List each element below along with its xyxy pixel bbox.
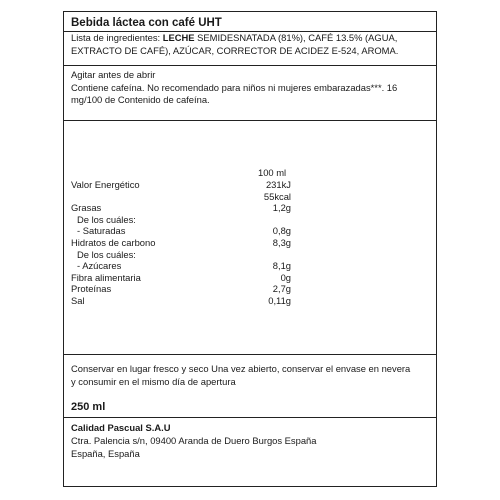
- nutrition-row: [71, 225, 291, 237]
- nutrient-label: Valor Energético: [71, 179, 140, 190]
- net-volume: 250 ml: [71, 401, 106, 413]
- nutrition-row: [71, 295, 291, 307]
- nutrition-row: [71, 260, 291, 272]
- divider: [64, 417, 436, 418]
- nutrient-value: 231kJ: [265, 179, 291, 190]
- ingredients-line-1: [71, 32, 430, 45]
- ingredients-text: SEMIDESNATADA (81%), CAFÉ 13.5% (AGUA,: [197, 32, 398, 43]
- company-address: Ctra. Palencia s/n, 09400 Aranda de Duero Burgos España: [71, 435, 317, 446]
- allergen-highlight: LECHE: [162, 32, 195, 43]
- ingredients-line-2: EXTRACTO DE CAFÉ), AZÚCAR, CORRECTOR DE ACIDEZ E-524, AROMA.: [71, 45, 399, 56]
- nutrient-value: 0,11g: [268, 295, 291, 306]
- divider: [64, 354, 436, 355]
- nutrient-label: Sal: [71, 295, 85, 306]
- company-country: España, España: [71, 448, 140, 459]
- nutrient-label: - Azúcares: [77, 260, 122, 272]
- nutrition-row: [71, 272, 291, 284]
- storage-line-2: y consumir en el mismo día de apertura: [71, 376, 236, 387]
- nutrient-value: 8,3g: [272, 237, 291, 248]
- nutrient-label: De los cuáles:: [77, 248, 136, 260]
- nutrient-label: Grasas: [71, 202, 102, 214]
- nutrition-per-header: 100 ml: [258, 167, 287, 178]
- divider: [64, 120, 436, 121]
- instructions: Agitar antes de abrir: [71, 69, 156, 80]
- nutrient-label: Proteínas: [71, 283, 112, 295]
- nutrient-label: Fibra alimentaria: [71, 271, 141, 283]
- nutrient-value: 8,1g: [272, 260, 291, 272]
- nutrition-row: [71, 191, 291, 203]
- ingredients-label: Lista de ingredientes:: [71, 32, 161, 43]
- nutrition-row: [71, 202, 291, 214]
- company-name: Calidad Pascual S.A.U: [71, 422, 171, 433]
- product-title: Bebida láctea con café UHT: [71, 17, 222, 29]
- nutrition-row: [71, 283, 291, 295]
- nutrition-row: [71, 214, 291, 226]
- label-frame: [63, 11, 437, 487]
- storage-line-1: Conservar en lugar fresco y seco Una vez abierto, conservar el envase en nevera: [71, 363, 411, 374]
- caffeine-warning-line-2: mg/100 de Contenido de cafeína.: [71, 94, 210, 105]
- nutrient-value: 1,2g: [272, 202, 291, 214]
- nutrition-row: [71, 237, 291, 249]
- nutrient-label: Hidratos de carbono: [71, 237, 156, 248]
- nutrient-value: 2,7g: [272, 283, 291, 295]
- nutrient-label: - Saturadas: [77, 225, 126, 237]
- nutrient-value: 0g: [280, 271, 291, 283]
- nutrient-value: 55kcal: [263, 190, 291, 202]
- nutrient-value: 0,8g: [272, 225, 291, 237]
- nutrition-row: [71, 179, 291, 191]
- nutrition-row: [71, 249, 291, 261]
- nutrient-label: De los cuáles:: [77, 213, 136, 225]
- caffeine-warning-line-1: Contiene cafeína. No recomendado para niños ni mujeres embarazadas***. 16: [71, 82, 398, 93]
- divider: [64, 65, 436, 66]
